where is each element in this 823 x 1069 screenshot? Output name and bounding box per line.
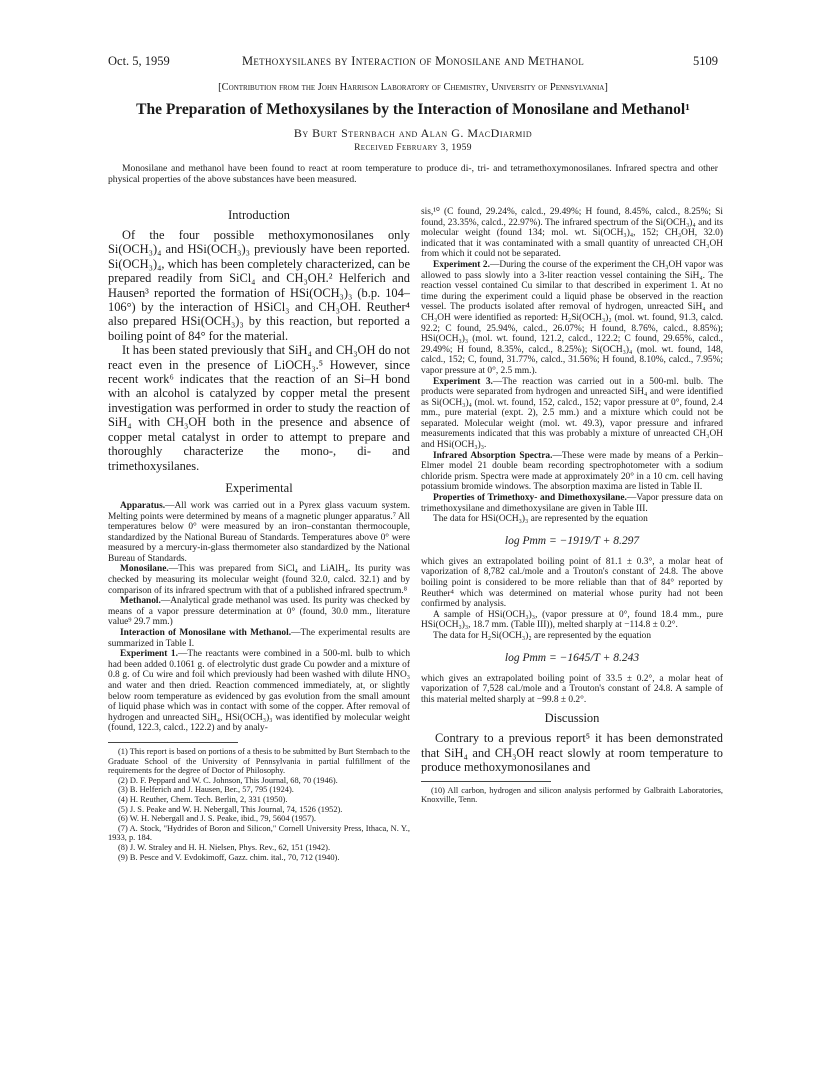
properties-label: Properties of Trimethoxy- and Dimethoxysilane. [433,493,627,504]
apparatus-text: —All work was carried out in a Pyrex glass vacuum system. Melting points were determined by means of a magnetic plunger apparatus.⁷ All temperatures below 0° were measured by an iron–constantan thermocouple, standardized by the National Bureau of Standards. Temperatures above 0° were measured by a mercury-in-glass thermometer also standardized by the National Bureau of Standards. [108,500,410,564]
article-title: The Preparation of Methoxysilanes by the Interaction of Monosilane and Methanol¹ [136,101,690,118]
trimethoxy-equation-intro: The data for HSi(OCH₃)₃ are represented by the equation [433,514,648,525]
methanol-paragraph [108,596,410,628]
apparatus-label: Apparatus. [120,500,166,511]
experiment-2-label: Experiment 2. [433,259,490,270]
monosilane-text: —This was prepared from SiCl₄ and LiAlH₄. Its purity was checked by measuring its molecular weight (found 32.0, calcd. 32.1) and by comparison of its infrared spectrum with that of a published infrared spectrum.⁸ [108,564,410,596]
dimethoxy-boiling-point: which gives an extrapolated boiling point of 33.5 ± 0.2°, a molar heat of vaporization of 7,528 cal./mole and a Trouton's constant of 24.8. A sample of this material melted sharply at −99.8 ± 0.2°. [421,673,723,705]
footnote-8: (8) J. W. Straley and H. H. Nielsen, Phys. Rev., 62, 151 (1942). [118,842,331,852]
monosilane-label: Monosilane. [120,564,169,575]
contribution-line: [Contribution from the John Harrison Laboratory of Chemistry, University of Pennsylvania] [218,82,608,93]
infrared-paragraph [421,451,723,493]
equation-1: log Pmm = −1919/T + 8.297 [504,534,640,547]
running-header [108,54,718,72]
analysis-continuation: sis,¹⁰ (C found, 29.24%, calcd., 29.49%; H found, 8.45%, calcd., 8.25%; Si found, 23.35%, calcd., 22.97%). The infrared spectrum of the Si(OCH₃)₄ and its molecular weight (found 134; mol. wt. Si(OCH₃)₄, 152; CH₃OH, 32.0) indicated that it was contaminated with a small quantity of unreacted CH₃OH from which it could not be separated. [421,207,723,260]
interaction-text: —The experimental results are summarized in Table I. [108,628,411,649]
discussion-paragraph: Contrary to a previous report⁵ it has been demonstrated that SiH₄ and CH₃OH react slowly at room temperature to produce methoxymonosilanes and [421,731,723,775]
left-column [108,205,410,862]
footnote-2: (2) D. F. Peppard and W. C. Johnson, This Journal, 68, 70 (1946). [118,775,338,785]
dimethoxy-equation-intro: The data for H₂Si(OCH₃)₂ are represented by the equation [433,630,652,641]
abstract: Monosilane and methanol have been found to react at room temperature to produce di-, tri- and tetramethoxymonosilanes. Infrared spectra and other physical properties of the above substances have been measured. [108,163,718,185]
footnote-1: (1) This report is based on portions of a thesis to be submitted by Burt Sternbach to the Graduate School of the University of Pennsylvania in partial fulfillment of the requirements for the degree of Doctor of Philosophy. [108,746,410,776]
experiment-1-text: —The reactants were combined in a 500-ml. bulb to which had been added 0.1061 g. of electrolytic dust grade Cu powder and a mixture of 0.8 g. of Cu wire and foil which previously had been washed with dilute HNO₃ and water and then dried. Reaction commenced immediately, at, or slightly below room temperature as evidenced by gas evolution from the small amount of liquid phase which was in contact with some of the copper. After removal of hydrogen and unreacted SiH₄, HSi(OCH₃)₃ was identified by molecular weight (found, 122.3, calcd., 122.2) and by analy- [108,649,411,734]
received-date: Received February 3, 1959 [354,143,472,153]
footnote-6: (6) W. H. Nebergall and J. S. Peake, ibid., 79, 5604 (1957). [118,814,317,824]
header-page-number: 5109 [693,54,718,68]
experiment-2-paragraph [421,260,723,377]
properties-text: —Vapor pressure data on trimethoxysilane and dimethoxysilane are given in Table III. [421,493,723,514]
infrared-label: Infrared Absorption Spectra. [433,450,553,461]
properties-paragraph [421,493,723,514]
interaction-paragraph [108,628,410,649]
footnote-rule-right [421,781,551,782]
footnote-10: (10) All carbon, hydrogen and silicon analysis performed by Galbraith Laboratories, Knoxville, Tenn. [421,785,723,805]
header-date: Oct. 5, 1959 [108,54,170,68]
footnote-5: (5) J. S. Peake and W. H. Nebergall, This Journal, 74, 1526 (1952). [118,804,343,814]
experiment-3-label: Experiment 3. [433,376,493,387]
header-running-title: Methoxysilanes by Interaction of Monosilane and Methanol [241,54,585,68]
discussion-heading: Discussion [544,711,600,726]
apparatus-paragraph [108,501,410,565]
experimental-heading: Experimental [225,480,293,495]
trimethoxy-boiling-point: which gives an extrapolated boiling point of 81.1 ± 0.3°, a molar heat of vaporization of 8,782 cal./mole and a Trouton's constant of 24.8. The above boiling point is considered to be more reliable than that of 84° reported by Reuther⁴ which was determined on material whose purity had not been confirmed by analysis. [421,556,723,610]
monosilane-paragraph [108,564,410,596]
experiment-2-text: —During the course of the experiment the CH₃OH vapor was allowed to pass slowly into a 3-liter reaction vessel containing the SiH₄. The reaction vessel contained Cu similar to that described in experiment 1. At no time during the experiment could a liquid phase be observed in the reaction vessel. The products isolated after removal of hydrogen, unreacted SiH₄ and CH₃OH were identified as reported: H₂Si(OCH₃)₂ (mol. wt. found, 91.3, calcd. 92.2; C found, 25.94%, calcd., 26.07%; H found, 8.76%, calcd., 8.85%); HSi(OCH₃)₃ (mol. wt. found, 121.2, calcd., 122.2; C found, 29.65%, calcd., 29.49%; H found, 8.35%, calcd., 8.25%); Si(OCH₃)₄ (mol. wt. found, 148, calcd., 152; C, found, 31.77%, calcd., 31.56%; H found, 8.10%, calcd., 7.95%; vapor pressure at 0°, 2.5 mm.). [421,259,724,376]
footnotes [108,747,410,862]
introduction-heading: Introduction [228,208,290,222]
footnote-7: (7) A. Stock, "Hydrides of Boron and Silicon," Cornell University Press, Ithaca, N. Y., 1933, p. 184. [108,823,410,843]
experiment-1-paragraph [108,649,410,734]
footnote-3: (3) B. Helferich and J. Hausen, Ber., 57, 795 (1924). [118,785,294,795]
methanol-label: Methanol. [120,596,161,607]
footnote-rule [108,742,238,743]
byline: By Burt Sternbach and Alan G. MacDiarmid [293,126,533,140]
interaction-label: Interaction of Monosilane with Methanol. [120,628,292,639]
footnote-9: (9) B. Pesce and V. Evdokimoff, Gazz. chim. ital., 70, 712 (1940). [118,852,340,862]
experiment-3-text: —The reaction was carried out in a 500-ml. bulb. The products were separated from hydrogen and unreacted SiH₄ and were identified as Si(OCH₃)₄ (mol. wt. found, 152, calcd., 152; vapor pressure at 0°, found, 2.4 mm., pure material (expt. 2), 2.5 mm.) and a mixture which could not be separated. Molecular weight (mol. wt. 49.3), vapor pressure and infrared measurements indicated that this was probably a mixture of unreacted CH₃OH and HSi(OCH₃)₃. [421,376,724,451]
footnote-4: (4) H. Reuther, Chem. Tech. Berlin, 2, 331 (1950). [118,794,288,804]
intro-paragraph-2: It has been stated previously that SiH₄ and CH₃OH do not react even in the presence of LiOCH₃.⁵ However, since recent work⁶ indicates that the reaction of an Si–H bond with an alcohol is catalyzed by copper metal the present investigation was performed in order to study the reaction of SiH₄ with CH₃OH both in the presence and absence of copper metal catalyst in order to attempt to prepare and thoroughly characterize the mono-, di- and trimethoxysilanes. [108,343,410,473]
trimethoxy-sample: A sample of HSi(OCH₃)₃, (vapor pressure at 0°, found 18.4 mm., pure HSi(OCH₃)₃, 18.7 mm. (Table III)), melted sharply at −114.8 ± 0.2°. [421,609,723,631]
right-column [421,207,723,805]
experiment-3-paragraph [421,377,723,451]
infrared-text: —These were made by means of a Perkin–Elmer model 21 double beam recording spectrophotometer with a sodium chloride prism. Spectra were made at approximately 20° in a 10 cm. cell having potassium bromide windows. The absorption maxima are listed in Table II. [421,450,723,493]
methanol-text: —Analytical grade methanol was used. Its purity was checked by means of a vapor pressure determination at 0° (found, 30.0 mm., literature value⁹ 29.7 mm.) [108,596,410,628]
equation-2: log Pmm = −1645/T + 8.243 [504,651,640,664]
intro-paragraph-1: Of the four possible methoxymonosilanes only Si(OCH₃)₄ and HSi(OCH₃)₃ previously have been reported. Si(OCH₃)₄, which has been completely characterized, can be prepared readily from SiCl₄ and CH₃OH.² Helferich and Hausen³ reported the formation of HSi(OCH₃)₃ (b.p. 104–106°) by the interaction of HSiCl₃ and CH₃OH. Reuther⁴ also prepared HSi(OCH₃)₃ by this reaction, but reported a boiling point of 84° for the material. [108,228,410,343]
experiment-1-label: Experiment 1. [120,649,178,660]
